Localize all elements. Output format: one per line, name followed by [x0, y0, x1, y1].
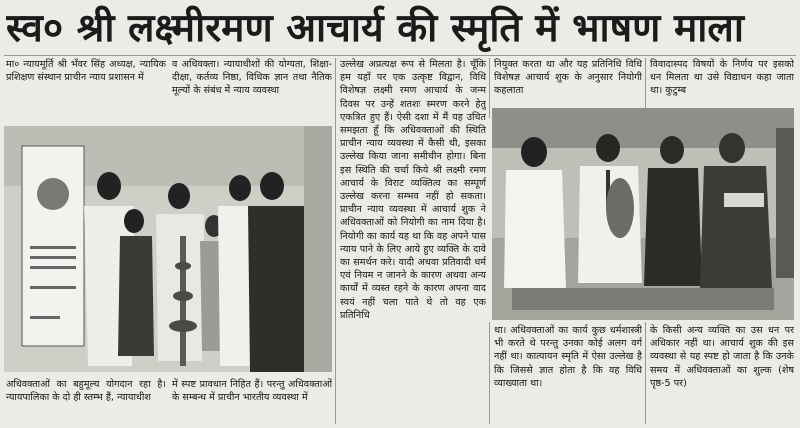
column-4-top-text: [494, 58, 642, 110]
column-4-bottom-text: [494, 324, 642, 424]
headline: स्व० श्री लक्ष्मीरमण आचार्य की स्मृति में भाषण माला: [6, 6, 744, 51]
column-2-top-paragraph: व अधिवक्ता। न्यायाधीशों की योग्यता, शिक्षा-दीक्षा, कर्तव्य निष्ठा, विधिक ज्ञान तथा नैतिक मूल्यों के संबंध में न्याय व्यवस्था: [172, 59, 332, 97]
right-photo: [492, 108, 794, 320]
column-4-top-paragraph: नियुक्त करता था और यह प्रतिनिधि विधि विशेषज्ञ आचार्य शुक के अनुसार नियोगी कहलाता: [494, 59, 642, 97]
column-rule-5: [489, 322, 490, 424]
column-1-top-paragraph: मा० न्यायमूर्ति श्री भँवर सिंह अध्यक्ष, न्यायिक प्रशिक्षण संस्थान प्राचीन न्याय प्रशासन में: [6, 59, 166, 84]
dignitaries-seated-photo-icon: [492, 108, 794, 320]
column-5-top-text: [650, 58, 794, 110]
lamp-lighting-photo-icon: [4, 126, 332, 372]
column-2-top-text: [172, 58, 332, 122]
column-5-top-paragraph: विवादास्पद विषयों के निर्णय पर इसको धन मिलता था उसे विद्याधन कहा जाता था। कुटुम्ब: [650, 59, 794, 97]
column-rule-1: [335, 58, 336, 424]
column-5-bottom-paragraph: के किसी अन्य व्यक्ति का उस धन पर अधिकार नहीं था। आचार्य शुक की इस व्यवस्था से यह स्पष्ट हो जाता है कि उनके समय में अधिवक्ताओं का शुल्क (शेष पृष्ठ-5 पर): [650, 325, 794, 389]
column-3-paragraph: उल्लेख अप्रत्यक्ष रूप से मिलता है। चूँकि हम यहाँ पर एक उत्कृष्ट विद्वान, विधि विशेषज्ञ लक्ष्मी रमण आचार्य के जन्म दिवस पर उन्हें शतशः स्मरण करने हेतु एकत्रित हुए हैं। ऐसी दशा में मैं यह उचित समझता हूँ कि अधिवक्ताओं की स्थिति प्राचीन न्याय व्यवस्था में कैसी थी, इसका उल्लेख किया जाना समीचीन होगा। बिना इस स्थिति की चर्चा किये श्री लक्ष्मी रमण आचार्य के विराट व्यक्तित्व का सम्पूर्ण उल्लेख करना सम्भव नहीं हो सकता। प्राचीन न्याय व्यवस्था में आचार्य शुक ने अधिवक्ताओं को नियोगी का नाम दिया है। नियोगी का कार्य यह था कि वह अपने पास न्याय पाने के लिए आये हुए व्यक्ति के दावे का समर्थन करे। वादी अथवा प्रतिवादी धर्म एवं नियम न जानने के कारण अथवा अन्य कार्यों में व्यस्त रहने के कारण अपना वाद स्वयं नहीं चला पाते थे तो वह एक प्रतिनिधि: [340, 59, 486, 321]
left-photo: [4, 126, 332, 372]
headline-rule: [4, 55, 796, 56]
column-5-bottom-text: [650, 324, 794, 424]
column-rule-4: [645, 322, 646, 424]
column-rule-2: [489, 58, 490, 118]
column-1-top-text: [6, 58, 166, 122]
column-1-bottom-text: [6, 378, 166, 426]
column-2-bottom-paragraph: में स्पष्ट प्रावधान निहित हैं। परन्तु अधिवक्ताओं के सम्बन्ध में प्राचीन भारतीय व्यवस्था में: [172, 379, 332, 404]
column-4-bottom-paragraph: था। अधिवक्ताओं का कार्य कुछ धर्मशास्त्री भी करते थे परन्तु उनका कोई अलग वर्ग नहीं था। कात्यायन स्मृति में ऐसा उल्लेख है कि जिससे ज्ञात होता है कि वह विधि व्याख्याता था।: [494, 325, 642, 389]
column-1-bottom-paragraph: अधिवक्ताओं का बहुमूल्य योगदान रहा है। न्यायपालिका के दो ही स्तम्भ हैं, न्यायाधीश: [6, 379, 166, 404]
column-3-text: [340, 58, 486, 424]
column-2-bottom-text: [172, 378, 332, 426]
